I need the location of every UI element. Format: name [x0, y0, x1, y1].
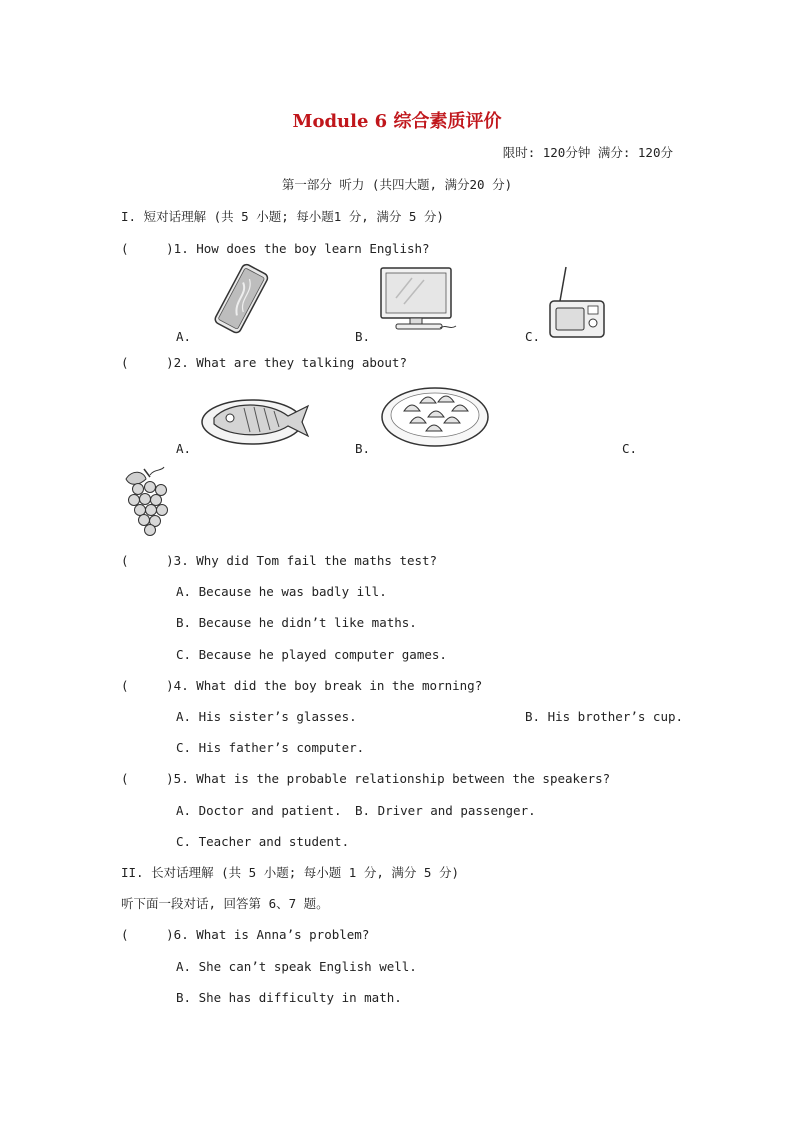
q2-option-b-label: B. — [355, 441, 371, 456]
q1-option-c-label: C. — [525, 329, 541, 344]
phone-icon — [205, 263, 275, 335]
q3-option-a: A. Because he was badly ill. — [176, 584, 387, 599]
section2-title: II. 长对话理解 (共 5 小题; 每小题 1 分, 满分 5 分) — [121, 865, 460, 880]
section2-instruction: 听下面一段对话, 回答第 6、7 题。 — [121, 896, 329, 911]
question-6: ( )6. What is Anna’s problem? — [121, 927, 370, 942]
fish-icon — [200, 390, 315, 448]
page-title: Module 6 综合素质评价 — [292, 111, 502, 132]
question-4: ( )4. What did the boy break in the morning? — [121, 678, 483, 693]
q4-option-c: C. His father’s computer. — [176, 740, 365, 755]
q4-option-b: B. His brother’s cup. — [525, 709, 684, 724]
dumplings-icon — [380, 385, 490, 449]
q3-option-b: B. Because he didn’t like maths. — [176, 615, 417, 630]
q1-option-a-label: A. — [176, 329, 192, 344]
q2-option-a-label: A. — [176, 441, 192, 456]
q3-option-c: C. Because he played computer games. — [176, 647, 447, 662]
question-5: ( )5. What is the probable relationship between the speakers? — [121, 771, 611, 786]
part1-title: 第一部分 听力 (共四大题, 满分20 分) — [281, 177, 513, 192]
q4-option-a: A. His sister’s glasses. — [176, 709, 357, 724]
q2-option-c-label: C. — [622, 441, 638, 456]
tv-icon — [378, 266, 458, 336]
q6-option-b: B. She has difficulty in math. — [176, 990, 402, 1005]
time-limit: 限时: 120分钟 满分: 120分 — [502, 145, 673, 160]
q5-option-b: B. Driver and passenger. — [355, 803, 536, 818]
grapes-icon — [120, 465, 172, 537]
q5-option-a: A. Doctor and patient. — [176, 803, 342, 818]
question-2: ( )2. What are they talking about? — [121, 355, 407, 370]
radio-icon — [546, 265, 608, 341]
q1-option-b-label: B. — [355, 329, 371, 344]
q6-option-a: A. She can’t speak English well. — [176, 959, 417, 974]
section1-title: I. 短对话理解 (共 5 小题; 每小题1 分, 满分 5 分) — [121, 209, 444, 224]
question-1: ( )1. How does the boy learn English? — [121, 241, 430, 256]
q5-option-c: C. Teacher and student. — [176, 834, 350, 849]
question-3: ( )3. Why did Tom fail the maths test? — [121, 553, 438, 568]
